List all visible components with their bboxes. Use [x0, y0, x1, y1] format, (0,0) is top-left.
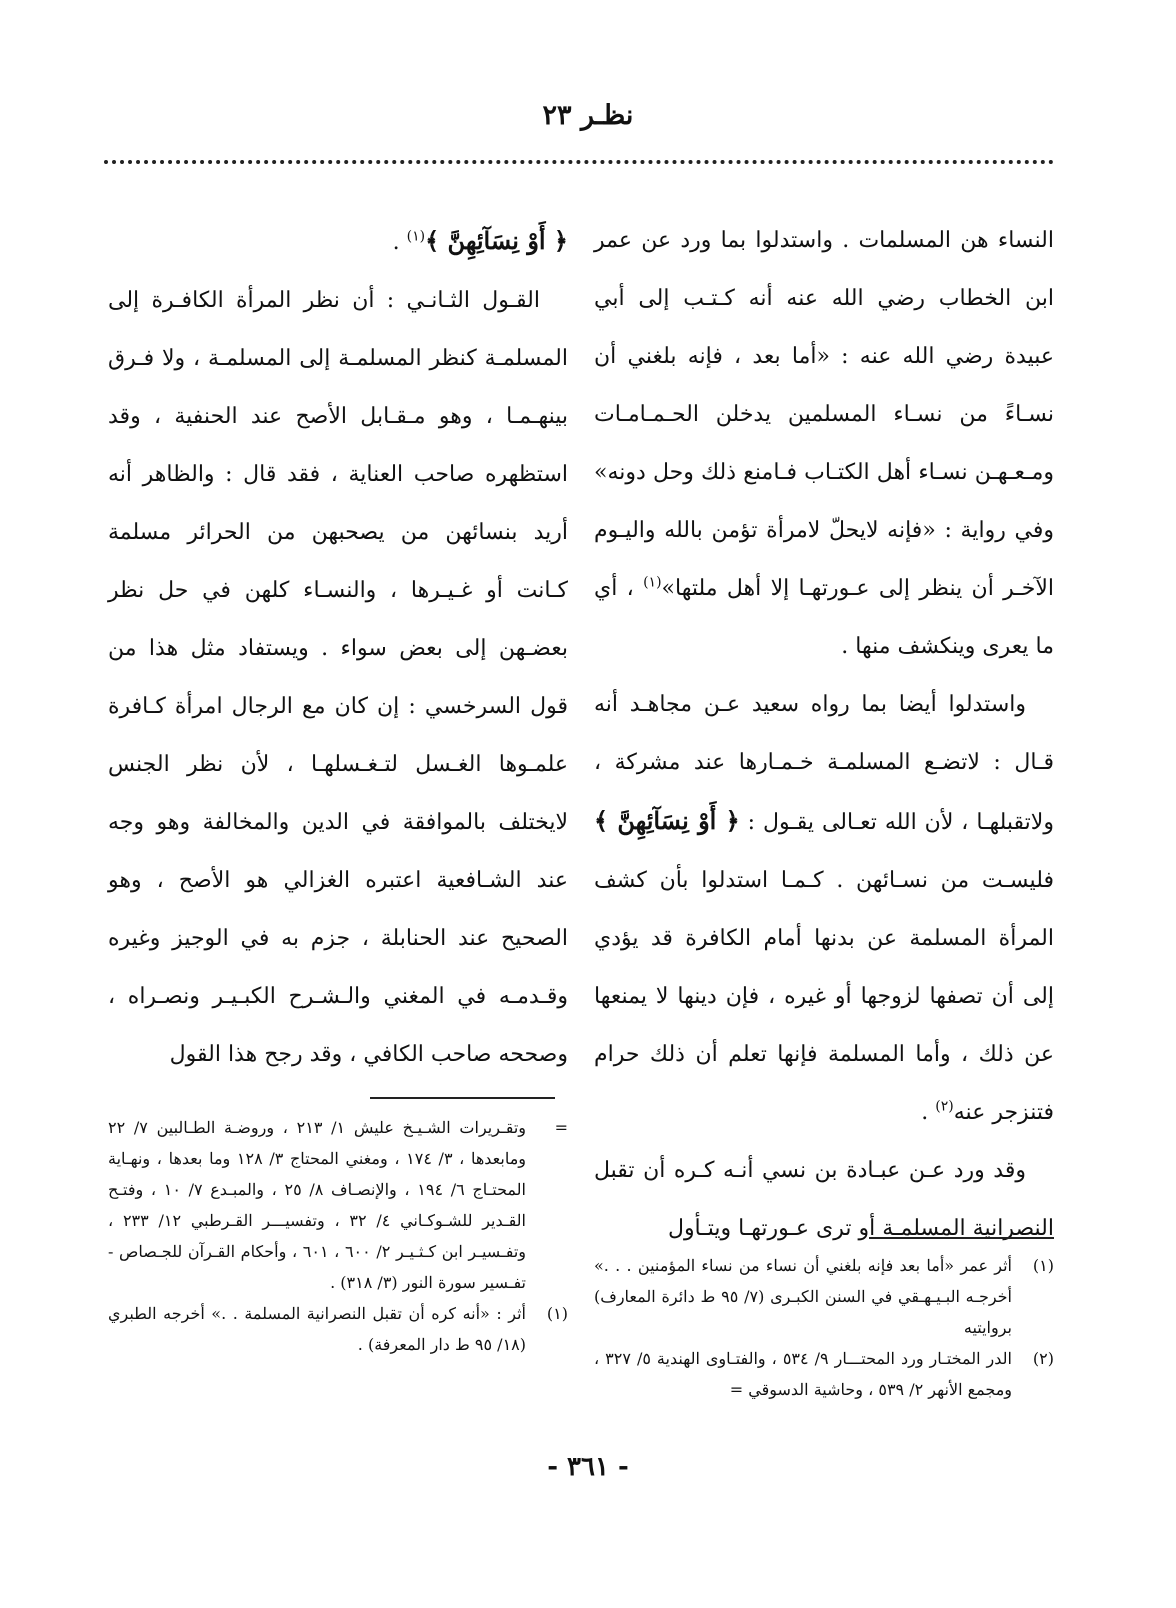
left-footnotes — [108, 1112, 568, 1360]
quran-verse: ﴿ أَوْ نِسَآئِهِنَّ ﴾ — [594, 806, 740, 835]
right-paragraph-3: وقد ورد عـن عبـادة بن نسي أنـه كـره أن تقبل النصرانية المسلمـة أو ترى عـورتهـا ويتـأول — [594, 1158, 1054, 1241]
footnote-marker: (١) — [406, 228, 426, 245]
footnote-2-right — [594, 1343, 1054, 1405]
footnote-number: = — [554, 1118, 568, 1137]
footnote-number: (١) — [1032, 1256, 1054, 1275]
running-header: نظـر ٢٣ — [542, 100, 634, 131]
footnote-number: (١) — [546, 1304, 568, 1323]
footnote-divider-right — [869, 1237, 1054, 1239]
header-dotted-divider — [104, 160, 1054, 164]
footnote-continuation — [108, 1112, 568, 1298]
right-footnotes — [594, 1250, 1054, 1405]
quran-verse: ﴿ أَوْ نِسَآئِهِنَّ ﴾ — [425, 226, 568, 255]
footnote-marker: (١) — [643, 574, 662, 591]
footnote-marker: (٢) — [935, 1098, 954, 1115]
left-text-column — [108, 212, 568, 1084]
left-quran-line: ﴿ أَوْ نِسَآئِهِنَّ ﴾$^{(١)}$ . — [392, 226, 568, 255]
footnote-text: الدر المختـار ورد المحتـــار ٩/ ٥٣٤ ، والفتـاوى الهندية ٥/ ٣٢٧ ، ومجمع الأنهر ٢/ ٥٣٩ ، وحاشية الدسوقي = — [594, 1349, 1013, 1399]
footnote-text: أثر عمر «أما بعد فإنه بلغني أن نساء من نساء المؤمنين . . .» أخرجـه البـيـهـقي في السنن الكبـرى (٧/ ٩٥ ط دائرة المعارف) بروايتيه — [594, 1256, 1013, 1337]
footnote-1-right — [594, 1250, 1054, 1343]
footnote-text: وتقـريرات الشـيـخ عليش ١/ ٢١٣ ، وروضـة الطـالبين ٧/ ٢٢ ومابعدها ، ٣/ ١٧٤ ، ومغني المحتاج ٣/ ١٢٨ وما بعدها ، ونهـاية المحتـاج ٦/ ١٩٤ ، والإنصـاف ٨/ ٢٥ ، والمبـدع ٧/ ١٠ ، وفتـح القـدير للشـوكـاني ٤/ ٣٢ ، وتفسيـــر القـرطبي ١٢/ ٢٣٣ ، وتفـسيـر ابن كـثـيـر ٢/ ٦٠٠ ، ٦٠١ ، وأحكام القـرآن للجـصاص - تفـسير سورة النور (٣/ ٣١٨) . — [108, 1118, 527, 1292]
footnote-1-left — [108, 1298, 568, 1360]
right-text-column — [594, 212, 1054, 1258]
page-number: - ٣٦١ - — [547, 1452, 629, 1482]
footnote-divider-left — [370, 1097, 555, 1099]
left-paragraph: القـول الثـانـي : أن نظر المرأة الكافـرة إلى المسلمـة كنظر المسلمـة إلى المسلمـة ، ولا فـرق بينهـمـا ، وهو مـقـابل الأصح عند الحنفية ، وقد استظهره صاحب العناية ، فقد قال : والظاهر أنه أريد بنسائهن من يصحبهن من الحرائر مسلمة كـانت أو غـيـرها ، والنسـاء كلهن في حل نظر بعضـهن إلى بعض سواء . ويستفاد مثل هذا من قول السرخسي : إن كان مع الرجال امرأة كـافرة علمـوها الغـسل لتـغـسلهـا ، لأن نظر الجنس لايختلف بالموافقة في الدين والمخالفة وهو وجه عند الشـافعية اعتبره الغزالي هو الأصح ، وهو الصحيح عند الحنابلة ، جزم به في الوجيز وغيره وقـدمـه في المغني والـشـرح الكبـيـر ونصـراه ، وصححه صاحب الكافي ، وقد رجح هذا القول — [108, 288, 568, 1067]
footnote-text: أثر : «أنه كره أن تقبل النصرانية المسلمة . .» أخرجه الطبري (١٨/ ٩٥ ط دار المعرفة) . — [108, 1304, 526, 1354]
footnote-number: (٢) — [1032, 1349, 1054, 1368]
right-paragraph-1: النساء هن المسلمات . واستدلوا بما ورد عن عمر ابن الخطاب رضي الله عنه أنه كـتـب إلى أبي عبيدة رضي الله عنه : «أما بعد ، فإنه بلغني أن نسـاءً من نسـاء المسلمين يدخلن الحـمـامـات ومـعـهـن نسـاء أهل الكتـاب فـامنع ذلك وحل دونه» وفي رواية : «فإنه لايحلّ لامرأة تؤمن بالله واليـوم الآخـر أن ينظر إلى عـورتهـا إلا أهل ملتها»$^{(١)}$ ، أي ما يعرى وينكشف منها . — [594, 228, 1054, 659]
right-paragraph-2: واستدلوا أيضا بما رواه سعيد عـن مجاهـد أنه قـال : لاتضـع المسلمـة خـمـارها عند مشركة ، ولاتقبلهـا ، لأن الله تعـالى يقـول : ﴿ أَوْ نِسَآئِهِنَّ ﴾ فليسـت من نسـائهن . كـمـا استدلوا بأن كشف المرأة المسلمة عن بدنها أمام الكافرة قد يؤدي إلى أن تصفها لزوجها أو غيره ، فإن دينها لا يمنعها عن ذلك ، وأما المسلمة فإنها تعلم أن ذلك حرام فتنزجر عنه$^{(٢)}$ . — [594, 692, 1054, 1125]
